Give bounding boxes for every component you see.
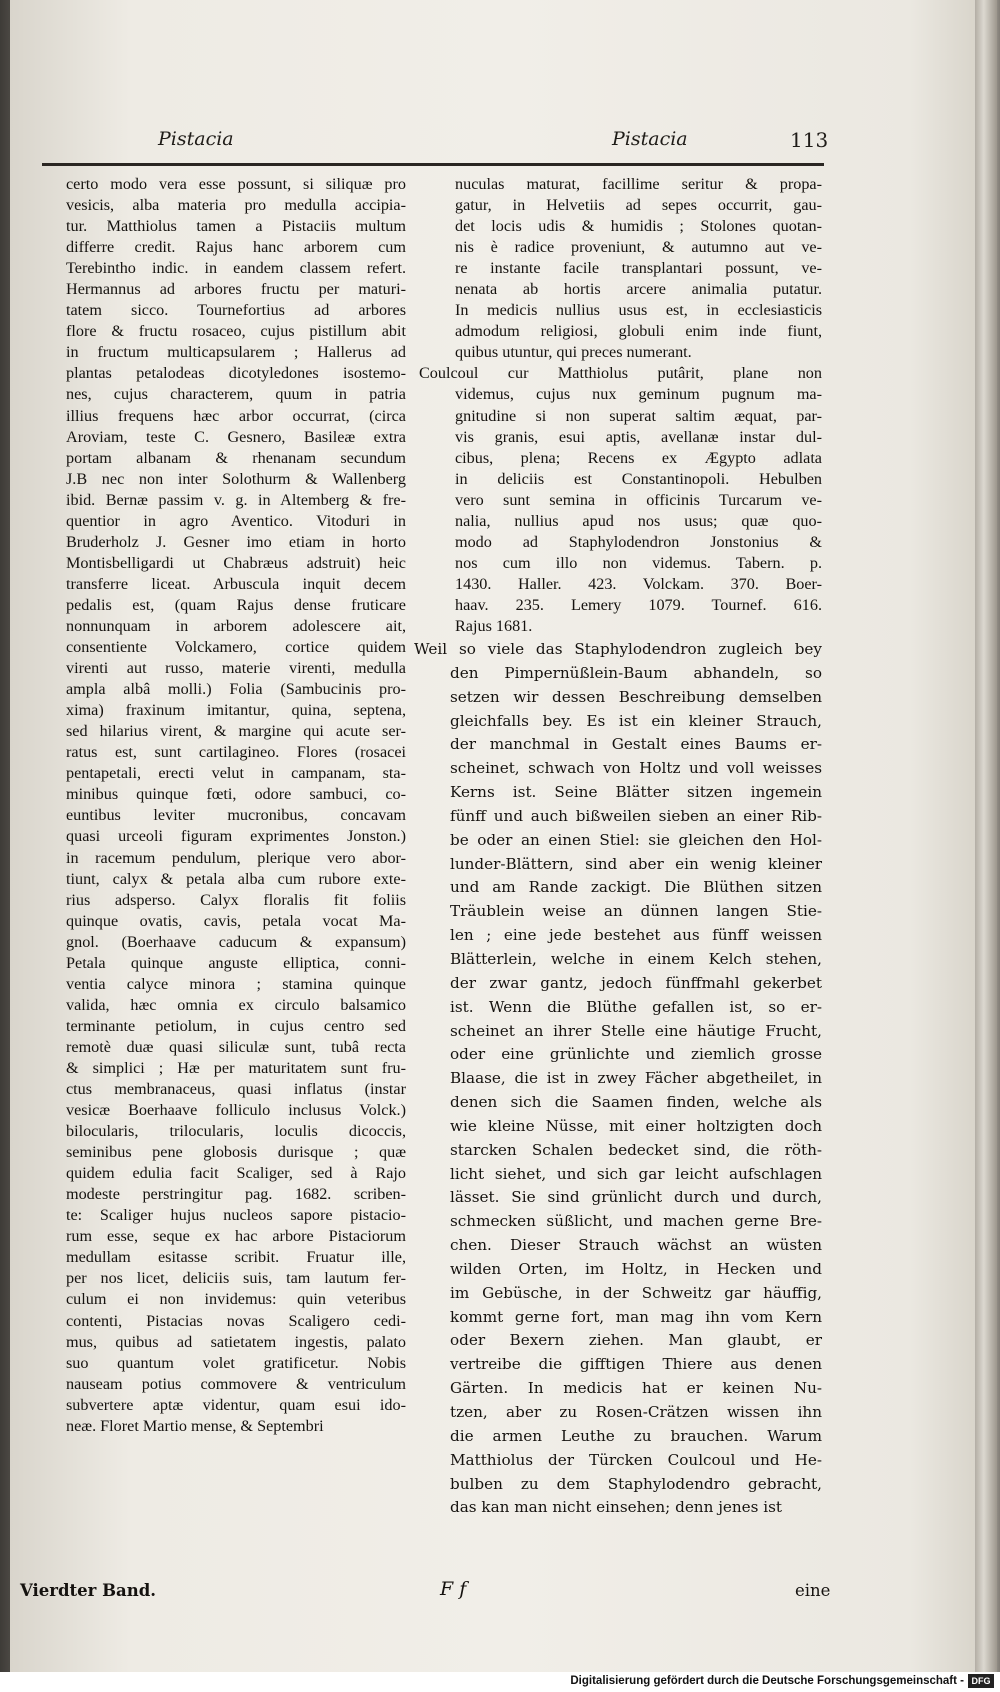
text-line: ibid. Bernæ passim v. g. in Altemberg & fre-	[66, 490, 406, 509]
text-line: per nos licet, deliciis suis, tam lautum fer-	[66, 1269, 406, 1288]
text-line: fünff und auch bißweilen sieben an einer Rib-	[450, 806, 822, 825]
text-line: lunder-Blättern, sind aber ein wenig kleiner	[450, 854, 822, 873]
text-line: nes, cujus characterem, quum in patria	[66, 385, 406, 404]
text-line: bulben zu dem Staphylodendro gebracht,	[450, 1474, 822, 1493]
text-line: gleichfalls bey. Es ist ein kleiner Strauch,	[450, 711, 822, 730]
text-line: Kerns ist. Seine Blätter sitzen ingemein	[450, 783, 822, 802]
text-line: gnitudine si non superat saltim æquat, par-	[455, 406, 822, 425]
text-line: nis è radice proveniunt, & autumno aut ve-	[455, 238, 822, 257]
text-line: pedalis est, (quam Rajus dense fruticare	[66, 595, 406, 614]
text-line: medullam esitasse scribit. Fruatur ille,	[66, 1248, 406, 1267]
text-line: quibus utuntur, qui preces numerant.	[455, 343, 692, 362]
text-line: xima) fraxinum imitantur, quina, septena,	[66, 701, 406, 720]
text-line: den Pimpernüßlein-Baum abhandeln, so	[450, 663, 822, 682]
text-line: terminante petiolum, in cujus centro sed	[66, 1016, 406, 1035]
text-line: contenti, Pistacias novas Scaligero cedi-	[66, 1311, 406, 1330]
text-line: vertreibe die gifftigen Thiere aus denen	[450, 1355, 822, 1374]
text-line: mus, quibus ad satietatem ingestis, palato	[66, 1332, 406, 1351]
text-line: nos cum illo non videmus. Tabern. p.	[455, 553, 822, 572]
text-line: admodum religiosi, globuli enim inde fiunt,	[455, 322, 822, 341]
volume-catchword: Vierdter Band.	[20, 1581, 156, 1600]
text-line: tiunt, calyx & petala alba cum rubore exte-	[66, 869, 406, 888]
text-line: remotè duæ quasi siliculæ sunt, tubâ recta	[66, 1037, 406, 1056]
text-line: Matthiolus der Türcken Coulcoul und He-	[450, 1450, 822, 1469]
text-line: J.B nec non inter Solothurm & Wallenberg	[66, 469, 406, 488]
text-line: plantas petalodeas dicotyledones isostemo-	[66, 364, 406, 383]
text-line: Träublein weise an dünnen langen Stie-	[450, 902, 822, 921]
text-line: der manchmal in Gestalt eines Baums er-	[450, 735, 822, 754]
text-line: vesicis, alba materia pro medulla accipia-	[66, 196, 406, 215]
text-line: modo ad Staphylodendron Jonstonius &	[455, 532, 822, 551]
text-line: oder Bexern ziehen. Man glaubt, er	[450, 1331, 822, 1350]
text-line: in deliciis est Constantinopoli. Hebulben	[455, 469, 822, 488]
text-line: im Gebüsche, in der Schweitz gar häuffig,	[450, 1283, 822, 1302]
text-line: Bruderholz J. Gesner imo etiam in horto	[66, 532, 406, 551]
text-line: In medicis nullius usus est, in ecclesiasticis	[455, 301, 822, 320]
running-head-left: Pistacia	[158, 128, 234, 150]
text-line: cibus, plena; Recens ex Ægypto adlata	[455, 448, 822, 467]
text-line: ampla albâ molli.) Folia (Sambucinis pro-	[66, 680, 406, 699]
text-line: nalia, nullius apud nos usus; quæ quo-	[455, 511, 822, 530]
text-line: die armen Leuthe zu brauchen. Warum	[450, 1426, 822, 1445]
text-line: certo modo vera esse possunt, si siliquæ pro	[66, 175, 406, 193]
text-line: und am Rande zackigt. Die Blüthen sitzen	[450, 878, 822, 897]
text-line: gatur, in Helvetiis ad sepes occurrit, gau-	[455, 196, 822, 215]
text-line: ist. Wenn die Blüthe gefallen ist, so er-	[450, 997, 822, 1016]
text-line: tur. Matthiolus tamen a Pistaciis multum	[66, 217, 406, 236]
text-line: licht siehet, und sich gar leicht aufschlagen	[450, 1164, 822, 1183]
signature-mark: F f	[440, 1578, 467, 1600]
text-line: Petala quinque anguste elliptica, conni-	[66, 953, 406, 972]
text-line: oder eine grünlichte und ziemlich grosse	[450, 1045, 822, 1064]
text-line: suo quantum volet gratificetur. Nobis	[66, 1353, 406, 1372]
text-line: sed hilarius virent, & margine qui acute ser-	[66, 722, 406, 741]
text-line: Hermannus ad arbores fructu per maturi-	[66, 280, 406, 299]
text-line: videmus, cujus nux geminum pugnum ma-	[455, 385, 822, 404]
right-latin-column	[419, 174, 822, 637]
text-line: neæ. Floret Martio mense, & Septembri	[66, 1416, 324, 1435]
text-line: quidem edulia facit Scaliger, sed à Rajo	[66, 1164, 406, 1183]
text-line: differre credit. Rajus hanc arborem cum	[66, 238, 406, 257]
text-line: vis granis, esui aptis, avellanæ instar dul-	[455, 427, 822, 446]
text-line: lässet. Sie sind grünlicht durch und durch,	[450, 1188, 822, 1207]
text-line: Montisbelligardi ut Chabræus adstruit) heic	[66, 553, 406, 572]
text-line: scheinet an ihrer Stelle eine häutige Frucht,	[450, 1021, 822, 1040]
text-line: ventia calyce minora ; stamina quinque	[66, 974, 406, 993]
page-edge	[975, 0, 997, 1672]
running-head-center: Pistacia	[612, 128, 688, 150]
footer-credit: Digitalisierung gefördert durch die Deutsche Forschungsgemeinschaft -	[570, 1675, 964, 1687]
text-line: schmecken süßlicht, und machen gerne Bre-	[450, 1212, 822, 1231]
text-line: transferre liceat. Arbuscula inquit decem	[66, 574, 406, 593]
text-line: len ; eine jede bestehet aus fünff weissen	[450, 926, 822, 945]
text-line: Rajus 1681.	[455, 616, 533, 635]
text-line: rius adsperso. Calyx floralis fit foliis	[66, 890, 406, 909]
text-line: virenti aut russo, materie virenti, medulla	[66, 659, 406, 678]
text-line: te: Scaliger hujus nucleos sapore pistacio-	[66, 1206, 406, 1225]
text-line: denen sich die Saamen finden, welche als	[450, 1093, 822, 1112]
header-rule	[42, 163, 824, 166]
text-line: euntibus leviter mucronibus, concavam	[66, 806, 406, 825]
text-line: pentapetali, erecti velut in campanam, sta-	[66, 764, 406, 783]
text-line: Terebintho indic. in eandem classem refert.	[66, 259, 406, 278]
text-line: nenata ab hortis arcere animalia putatur.	[455, 280, 822, 299]
text-line: Gärten. In medicis hat er keinen Nu-	[450, 1379, 822, 1398]
text-line: in racemum pendulum, plerique vero abor-	[66, 848, 406, 867]
text-line: valida, hæc omnia ex circulo balsamico	[66, 995, 406, 1014]
text-line: seminibus pene globosis durisque ; quæ	[66, 1143, 406, 1162]
text-line: tzen, aber zu Rosen-Crätzen wissen ihn	[450, 1403, 822, 1421]
text-line: vesicæ Boerhaave folliculo inclusus Volck.)	[66, 1101, 406, 1120]
text-line: gnol. (Boerhaave caducum & expansum)	[66, 932, 406, 951]
text-line: starcken Schalen bedecket sind, die röth-	[450, 1140, 822, 1159]
text-line: rum esse, seque ex hac arbore Pistaciorum	[66, 1227, 406, 1246]
text-line: quentior in agro Aventico. Vitoduri in	[66, 511, 406, 530]
text-line: modeste perstringitur pag. 1682. scriben-	[66, 1185, 406, 1204]
text-line: culum ei non invidemus: quin veteribus	[66, 1290, 406, 1309]
text-line: Blätterlein, welche in einem Kelch stehen,	[450, 949, 822, 968]
text-line: nonnunquam in arborem adolescere ait,	[66, 616, 406, 635]
catchword: eine	[795, 1581, 831, 1600]
text-line: in fructum multicapsularem ; Hallerus ad	[66, 343, 406, 362]
text-line: kommt gerne fort, man mag ihn vom Kern	[450, 1307, 822, 1326]
page-number: 113	[790, 128, 829, 152]
text-line: scheinet, schwach von Holtz und voll weisses	[450, 759, 822, 778]
text-line: nauseam potius commovere & ventriculum	[66, 1374, 406, 1393]
text-line: flore & fructu rosaceo, cujus pistillum abit	[66, 322, 406, 341]
text-line: 1430. Haller. 423. Volckam. 370. Boer-	[455, 574, 822, 593]
text-line: ctus membranaceus, quasi inflatus (instar	[66, 1080, 406, 1099]
text-line: Coulcoul cur Matthiolus putârit, plane non	[419, 364, 822, 383]
text-line: tatem sicco. Tournefortius ad arbores	[66, 301, 406, 320]
text-line: Weil so viele das Staphylodendron zugleich bey	[414, 640, 822, 658]
text-line: chen. Dieser Strauch wächst an wüsten	[450, 1236, 822, 1255]
text-line: der zwar gantz, jedoch fünffmahl gekerbet	[450, 973, 822, 992]
left-text-column	[66, 174, 406, 1437]
text-line: quinque ovatis, cavis, petala vocat Ma-	[66, 911, 406, 930]
text-line: nuculas maturat, facillime seritur & propa-	[455, 175, 822, 193]
text-line: quasi urceoli figuram exprimentes Jonston.)	[66, 827, 406, 846]
dfg-logo: DFG	[968, 1674, 994, 1688]
text-line: det locis udis & humidis ; Stolones quotan-	[455, 217, 822, 236]
text-line: & simplici ; Hæ per maturitatem sunt fru-	[66, 1058, 406, 1077]
text-line: vero sunt semina in officinis Turcarum ve-	[455, 490, 822, 509]
text-line: wie kleine Nüsse, mit einer holtzigten doch	[450, 1116, 822, 1135]
text-line: portam albanam & rhenanam secundum	[66, 448, 406, 467]
text-line: re instante facile transplantari possunt, ve-	[455, 259, 822, 278]
text-line: haav. 235. Lemery 1079. Tournef. 616.	[455, 595, 822, 614]
text-line: Blaase, die ist in zwey Fächer abgetheilet, in	[450, 1069, 822, 1088]
text-line: Aroviam, teste C. Gesnero, Basileæ extra	[66, 427, 406, 446]
text-line: das kan man nicht einsehen; denn jenes ist	[450, 1498, 783, 1517]
text-line: minibus quinque fœti, odore sambuci, co-	[66, 785, 406, 804]
text-line: subvertere aptæ videntur, quam esui ido-	[66, 1395, 406, 1414]
right-german-column	[414, 638, 822, 1520]
text-line: wilden Orten, im Holtz, in Hecken und	[450, 1259, 822, 1278]
text-line: consentiente Volckamero, cortice quidem	[66, 638, 406, 657]
text-line: illius frequens hæc arbor occurrat, (circa	[66, 406, 406, 425]
text-line: setzen wir dessen Beschreibung demselben	[450, 687, 822, 706]
text-line: ratus est, sunt cartilagineo. Flores (rosacei	[66, 743, 406, 762]
text-line: bilocularis, trilocularis, loculis dicoccis,	[66, 1122, 406, 1141]
text-line: be oder an einen Stiel: sie gleichen den Hol-	[450, 830, 822, 849]
